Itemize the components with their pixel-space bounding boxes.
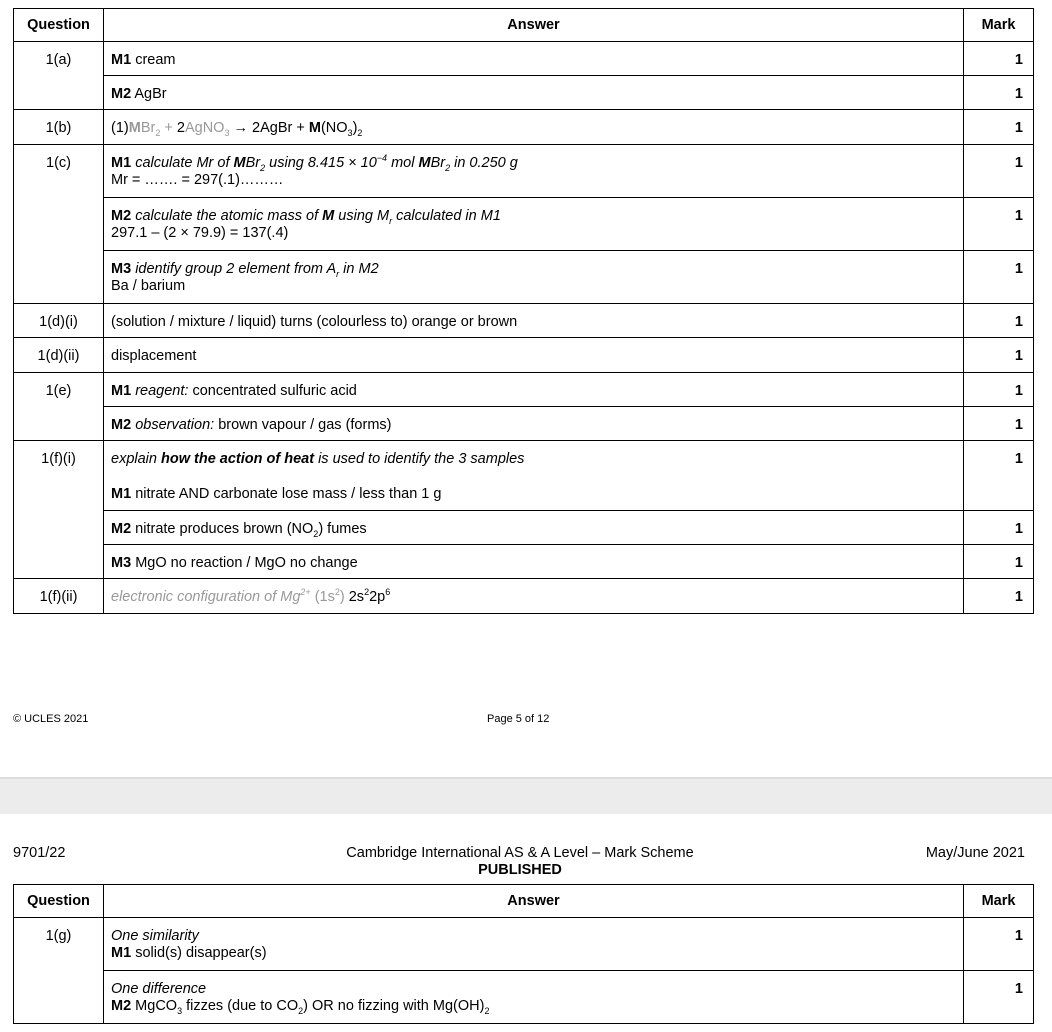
table-row bbox=[14, 971, 1034, 1024]
table-header-row bbox=[14, 9, 1034, 42]
table-row bbox=[14, 918, 1034, 971]
table-row bbox=[14, 338, 1034, 373]
mark-value: 1 bbox=[964, 918, 1034, 971]
answer-text: concentrated sulfuric acid bbox=[192, 383, 357, 399]
question-number: 1(a) bbox=[14, 42, 104, 110]
mark-value: 1 bbox=[964, 511, 1034, 545]
marking-point-label: M1 bbox=[111, 155, 132, 171]
answer-cell bbox=[104, 76, 964, 110]
answer-text: displacement bbox=[104, 338, 964, 373]
answer-header: Answer bbox=[104, 9, 964, 42]
answer-cell bbox=[104, 373, 964, 407]
copyright-footer: © UCLES 2021 bbox=[13, 713, 89, 725]
table-row bbox=[14, 42, 1034, 76]
marking-point-label: M2 bbox=[111, 417, 132, 433]
answer-text: 297.1 – (2 × 79.9) = 137(.4) bbox=[111, 225, 289, 241]
table-row bbox=[14, 76, 1034, 110]
marking-point-label: M2 bbox=[111, 521, 132, 537]
question-number: 1(c) bbox=[14, 145, 104, 304]
answer-heading: One similarity bbox=[111, 928, 199, 944]
marking-point-label: M1 bbox=[111, 383, 132, 399]
table-row bbox=[14, 251, 1034, 304]
question-number: 1(b) bbox=[14, 110, 104, 145]
mark-header: Mark bbox=[964, 885, 1034, 918]
mark-value: 1 bbox=[964, 545, 1034, 579]
answer-text: AgBr bbox=[134, 86, 167, 102]
mark-header: Mark bbox=[964, 9, 1034, 42]
answer-cell bbox=[104, 918, 964, 971]
mark-value: 1 bbox=[964, 971, 1034, 1024]
answer-text: brown vapour / gas (forms) bbox=[218, 417, 392, 433]
mark-value: 1 bbox=[964, 304, 1034, 338]
mark-value: 1 bbox=[964, 338, 1034, 373]
answer-text: cream bbox=[135, 52, 176, 68]
mark-scheme-page-6 bbox=[0, 814, 1052, 1032]
answer-label: observation: bbox=[135, 417, 215, 433]
mark-value: 1 bbox=[964, 145, 1034, 198]
answer-cell: M1 calculate Mr of MBr$_2$ using $8.415 \times 10^{-4}$ mol MBr$_2$ in 0.250 g Mr = ……. = 297(.1)……… bbox=[104, 145, 964, 198]
table-row bbox=[14, 511, 1034, 545]
answer-text: Mr = ……. = 297(.1)……… bbox=[111, 172, 284, 188]
answer-cell: One difference M2 MgCO$_3$ fizzes (due to $CO_2$) OR no fizzing with $Mg(OH)_2$ bbox=[104, 971, 964, 1024]
answer-label: reagent: bbox=[135, 383, 189, 399]
question-number: 1(f)(i) bbox=[14, 441, 104, 579]
mark-value: 1 bbox=[964, 198, 1034, 251]
marking-point-label: M2 bbox=[111, 998, 132, 1014]
published-label: PUBLISHED bbox=[478, 862, 562, 878]
question-header: Question bbox=[14, 885, 104, 918]
mark-value: 1 bbox=[964, 407, 1034, 441]
table-row bbox=[14, 545, 1034, 579]
table-row bbox=[14, 373, 1034, 407]
answer-cell bbox=[104, 407, 964, 441]
table-row bbox=[14, 145, 1034, 198]
question-number: 1(e) bbox=[14, 373, 104, 441]
mark-value: 1 bbox=[964, 42, 1034, 76]
marking-point-label: M3 bbox=[111, 555, 132, 571]
question-header: Question bbox=[14, 9, 104, 42]
answer-text: MgO no reaction / MgO no change bbox=[135, 555, 358, 571]
marking-point-label: M3 bbox=[111, 261, 132, 277]
mark-scheme-table-continued bbox=[13, 884, 1034, 1024]
syllabus-code: 9701/22 bbox=[13, 845, 66, 861]
mark-value: 1 bbox=[964, 251, 1034, 304]
table-header-row bbox=[14, 885, 1034, 918]
mark-value: 1 bbox=[964, 579, 1034, 614]
question-number: 1(d)(i) bbox=[14, 304, 104, 338]
document-title-text: Cambridge International AS & A Level – Mark Scheme bbox=[346, 845, 694, 861]
question-number: 1(d)(ii) bbox=[14, 338, 104, 373]
mark-value: 1 bbox=[964, 76, 1034, 110]
answer-cell: M2 nitrate produces brown $(NO_2)$ fumes bbox=[104, 511, 964, 545]
exam-session: May/June 2021 bbox=[925, 845, 1025, 861]
mark-value: 1 bbox=[964, 110, 1034, 145]
table-row bbox=[14, 198, 1034, 251]
marking-point-label: M2 bbox=[111, 86, 132, 102]
marking-point-label: M2 bbox=[111, 208, 132, 224]
question-number: 1(f)(ii) bbox=[14, 579, 104, 614]
answer-text: nitrate AND carbonate lose mass / less than 1 g bbox=[135, 486, 442, 502]
page-number: Page 5 of 12 bbox=[487, 713, 550, 725]
answer-text: (solution / mixture / liquid) turns (colourless to) orange or brown bbox=[104, 304, 964, 338]
mark-value: 1 bbox=[964, 441, 1034, 511]
page-separator bbox=[0, 777, 1052, 814]
question-number: 1(g) bbox=[14, 918, 104, 1024]
answer-cell: explain how the action of heat is used to identify the 3 samples M1 nitrate AND carbonate lose mass / less than 1 g bbox=[104, 441, 964, 511]
answer-cell: M3 identify group 2 element from $A_r$ in M2 Ba / barium bbox=[104, 251, 964, 304]
answer-text: Ba / barium bbox=[111, 278, 186, 294]
table-row bbox=[14, 304, 1034, 338]
answer-cell bbox=[104, 42, 964, 76]
table-row bbox=[14, 579, 1034, 614]
answer-cell: M2 calculate the atomic mass of M using $M_r$ calculated in M1 297.1 – (2 × 79.9) = 137(.4) bbox=[104, 198, 964, 251]
marking-point-label: M1 bbox=[111, 52, 132, 68]
document-title bbox=[0, 845, 1040, 879]
answer-header: Answer bbox=[104, 885, 964, 918]
answer-cell: (1)MBr$_2$ + 2AgNO$_3$ → 2AgBr + $M(NO_3)_2$ bbox=[104, 110, 964, 145]
marking-point-label: M1 bbox=[111, 945, 132, 961]
answer-cell bbox=[104, 545, 964, 579]
table-row bbox=[14, 407, 1034, 441]
table-row bbox=[14, 110, 1034, 145]
mark-scheme-table bbox=[13, 8, 1034, 614]
mark-value: 1 bbox=[964, 373, 1034, 407]
answer-text: solid(s) disappear(s) bbox=[135, 945, 267, 961]
answer-cell: electronic configuration of $Mg^{2+}$ $(1s^2)$ $2s^22p^6$ bbox=[104, 579, 964, 614]
answer-heading: One difference bbox=[111, 981, 207, 997]
marking-point-label: M1 bbox=[111, 486, 132, 502]
table-row bbox=[14, 441, 1034, 511]
